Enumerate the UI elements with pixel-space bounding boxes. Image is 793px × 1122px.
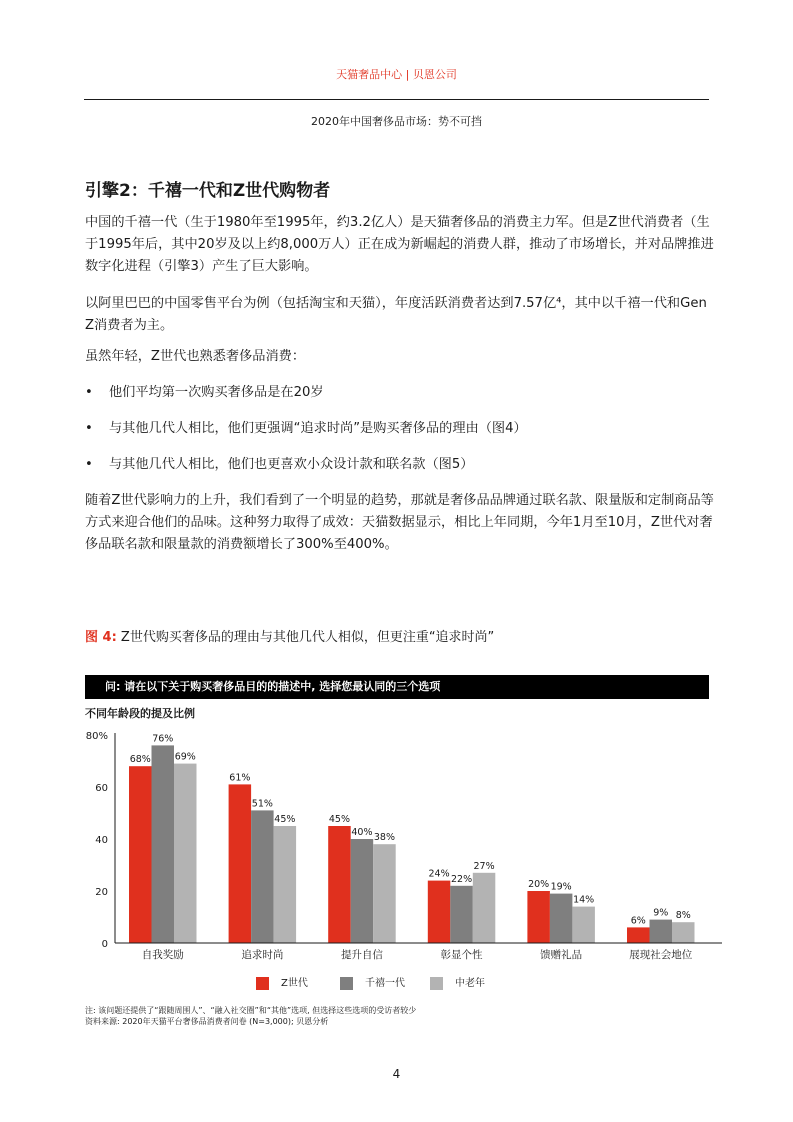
x-tick-label: 提升自信 bbox=[340, 949, 383, 961]
bar bbox=[152, 745, 175, 943]
bar bbox=[351, 839, 374, 943]
bar bbox=[251, 810, 274, 943]
paragraph-3: 虽然年轻，Z世代也熟悉奢侈品消费： bbox=[85, 349, 306, 364]
data-label: 27% bbox=[473, 860, 495, 872]
bar bbox=[229, 784, 252, 943]
legend-label-older: 中老年 bbox=[455, 978, 485, 989]
data-label: 9% bbox=[653, 907, 669, 919]
data-label: 61% bbox=[229, 772, 251, 784]
data-label: 76% bbox=[152, 733, 174, 745]
figure-note: 注: 该问题还提供了“跟随周围人”、“融入社交圈”和“其他”选项, 但选择这些选项的受访者较少 bbox=[85, 1006, 417, 1015]
paragraph-2: 以阿里巴巴的中国零售平台为例（包括淘宝和天猫），年度活跃消费者达到7.57亿⁴，其中以千禧一代和Gen Z消费者为主。 bbox=[85, 296, 707, 333]
legend-label-z: Z世代 bbox=[281, 978, 308, 989]
data-label: 45% bbox=[274, 814, 296, 825]
figure-label: 图 4: bbox=[85, 630, 117, 645]
bar bbox=[672, 922, 695, 943]
bullet-symbol: • bbox=[85, 421, 93, 436]
y-tick-label: 80% bbox=[85, 731, 108, 742]
data-label: 38% bbox=[373, 832, 396, 844]
figure-source: 资料来源: 2020年天猫平台奢侈品消费者问卷 (N=3,000); 贝恩分析 bbox=[85, 1017, 329, 1026]
data-label: 8% bbox=[675, 910, 691, 922]
y-tick-label: 40 bbox=[95, 835, 108, 846]
report-title: 2020年中国奢侈品市场：势不可挡 bbox=[311, 115, 482, 128]
bar bbox=[572, 907, 595, 943]
bullet-text: 与其他几代人相比，他们更强调“追求时尚”是购买奢侈品的理由（图4） bbox=[109, 421, 527, 436]
data-label: 24% bbox=[428, 868, 450, 880]
bar bbox=[373, 844, 396, 943]
data-label: 19% bbox=[550, 881, 572, 893]
bar bbox=[550, 894, 573, 943]
bar bbox=[428, 881, 451, 943]
data-label: 68% bbox=[129, 754, 151, 766]
question-banner: 问: 请在以下关于购买奢侈品目的的描述中, 选择您最认同的三个选项 bbox=[85, 675, 709, 699]
x-tick-label: 彰显个性 bbox=[440, 949, 483, 961]
y-axis-caption: 不同年龄段的提及比例 bbox=[85, 707, 195, 720]
data-label: 22% bbox=[450, 873, 473, 885]
bar bbox=[473, 873, 496, 943]
bar bbox=[527, 891, 550, 943]
data-label: 51% bbox=[251, 798, 273, 810]
bar bbox=[627, 927, 650, 943]
bar bbox=[650, 920, 673, 943]
bar bbox=[450, 886, 473, 943]
bar bbox=[274, 826, 297, 943]
data-label: 6% bbox=[630, 915, 646, 927]
data-label: 14% bbox=[573, 894, 595, 906]
paragraph-4: 随着Z世代影响力的上升，我们看到了一个明显的趋势，那就是奢侈品品牌通过联名款、限量版和定制商品等方式来迎合他们的品味。这种努力取得了成效：天猫数据显示，相比上年同期，今年1月至10月，Z世代对奢侈品联名款和限量款的消费额增长了300%至400%。 bbox=[85, 493, 714, 552]
x-tick-label: 展现社会地位 bbox=[629, 949, 693, 961]
legend-label-millennial: 千禧一代 bbox=[365, 978, 405, 989]
bar bbox=[174, 764, 197, 943]
paragraph-1: 中国的千禧一代（生于1980年至1995年，约3.2亿人）是天猫奢侈品的消费主力军。但是Z世代消费者（生于1995年后，其中20岁及以上约8,000万人）正在成为新崛起的消费人群，推动了市场增长，并对品牌推进数字化进程（引擎3）产生了巨大影响。 bbox=[85, 215, 714, 274]
data-label: 40% bbox=[351, 827, 373, 838]
figure-title-text: Z世代购买奢侈品的理由与其他几代人相似，但更注重“追求时尚” bbox=[116, 630, 495, 645]
bar bbox=[328, 826, 351, 943]
x-tick-label: 馈赠礼品 bbox=[540, 949, 583, 961]
bullet-text: 与其他几代人相比，他们也更喜欢小众设计款和联名款（图5） bbox=[109, 457, 474, 472]
legend-swatch-z bbox=[256, 977, 269, 990]
x-tick-label: 追求时尚 bbox=[241, 949, 284, 961]
bullet-symbol: • bbox=[85, 457, 93, 472]
section-title: 引擎2：千禧一代和Z世代购物者 bbox=[85, 181, 331, 201]
header-brand: 天猫奢品中心 | 贝恩公司 bbox=[336, 68, 457, 81]
legend-swatch-older bbox=[430, 977, 443, 990]
legend-swatch-millennial bbox=[340, 977, 353, 990]
data-label: 20% bbox=[528, 879, 550, 890]
y-tick-label: 20 bbox=[95, 887, 108, 898]
x-tick-label: 自我奖励 bbox=[141, 949, 184, 961]
bullet-symbol: • bbox=[85, 385, 93, 400]
page-number: 4 bbox=[392, 1067, 401, 1081]
bullet-text: 他们平均第一次购买奢侈品是在20岁 bbox=[109, 385, 324, 400]
y-tick-label: 60 bbox=[95, 783, 108, 794]
data-label: 45% bbox=[328, 814, 351, 825]
data-label: 69% bbox=[174, 751, 196, 763]
y-tick-label: 0 bbox=[101, 939, 108, 950]
bar bbox=[129, 766, 152, 943]
